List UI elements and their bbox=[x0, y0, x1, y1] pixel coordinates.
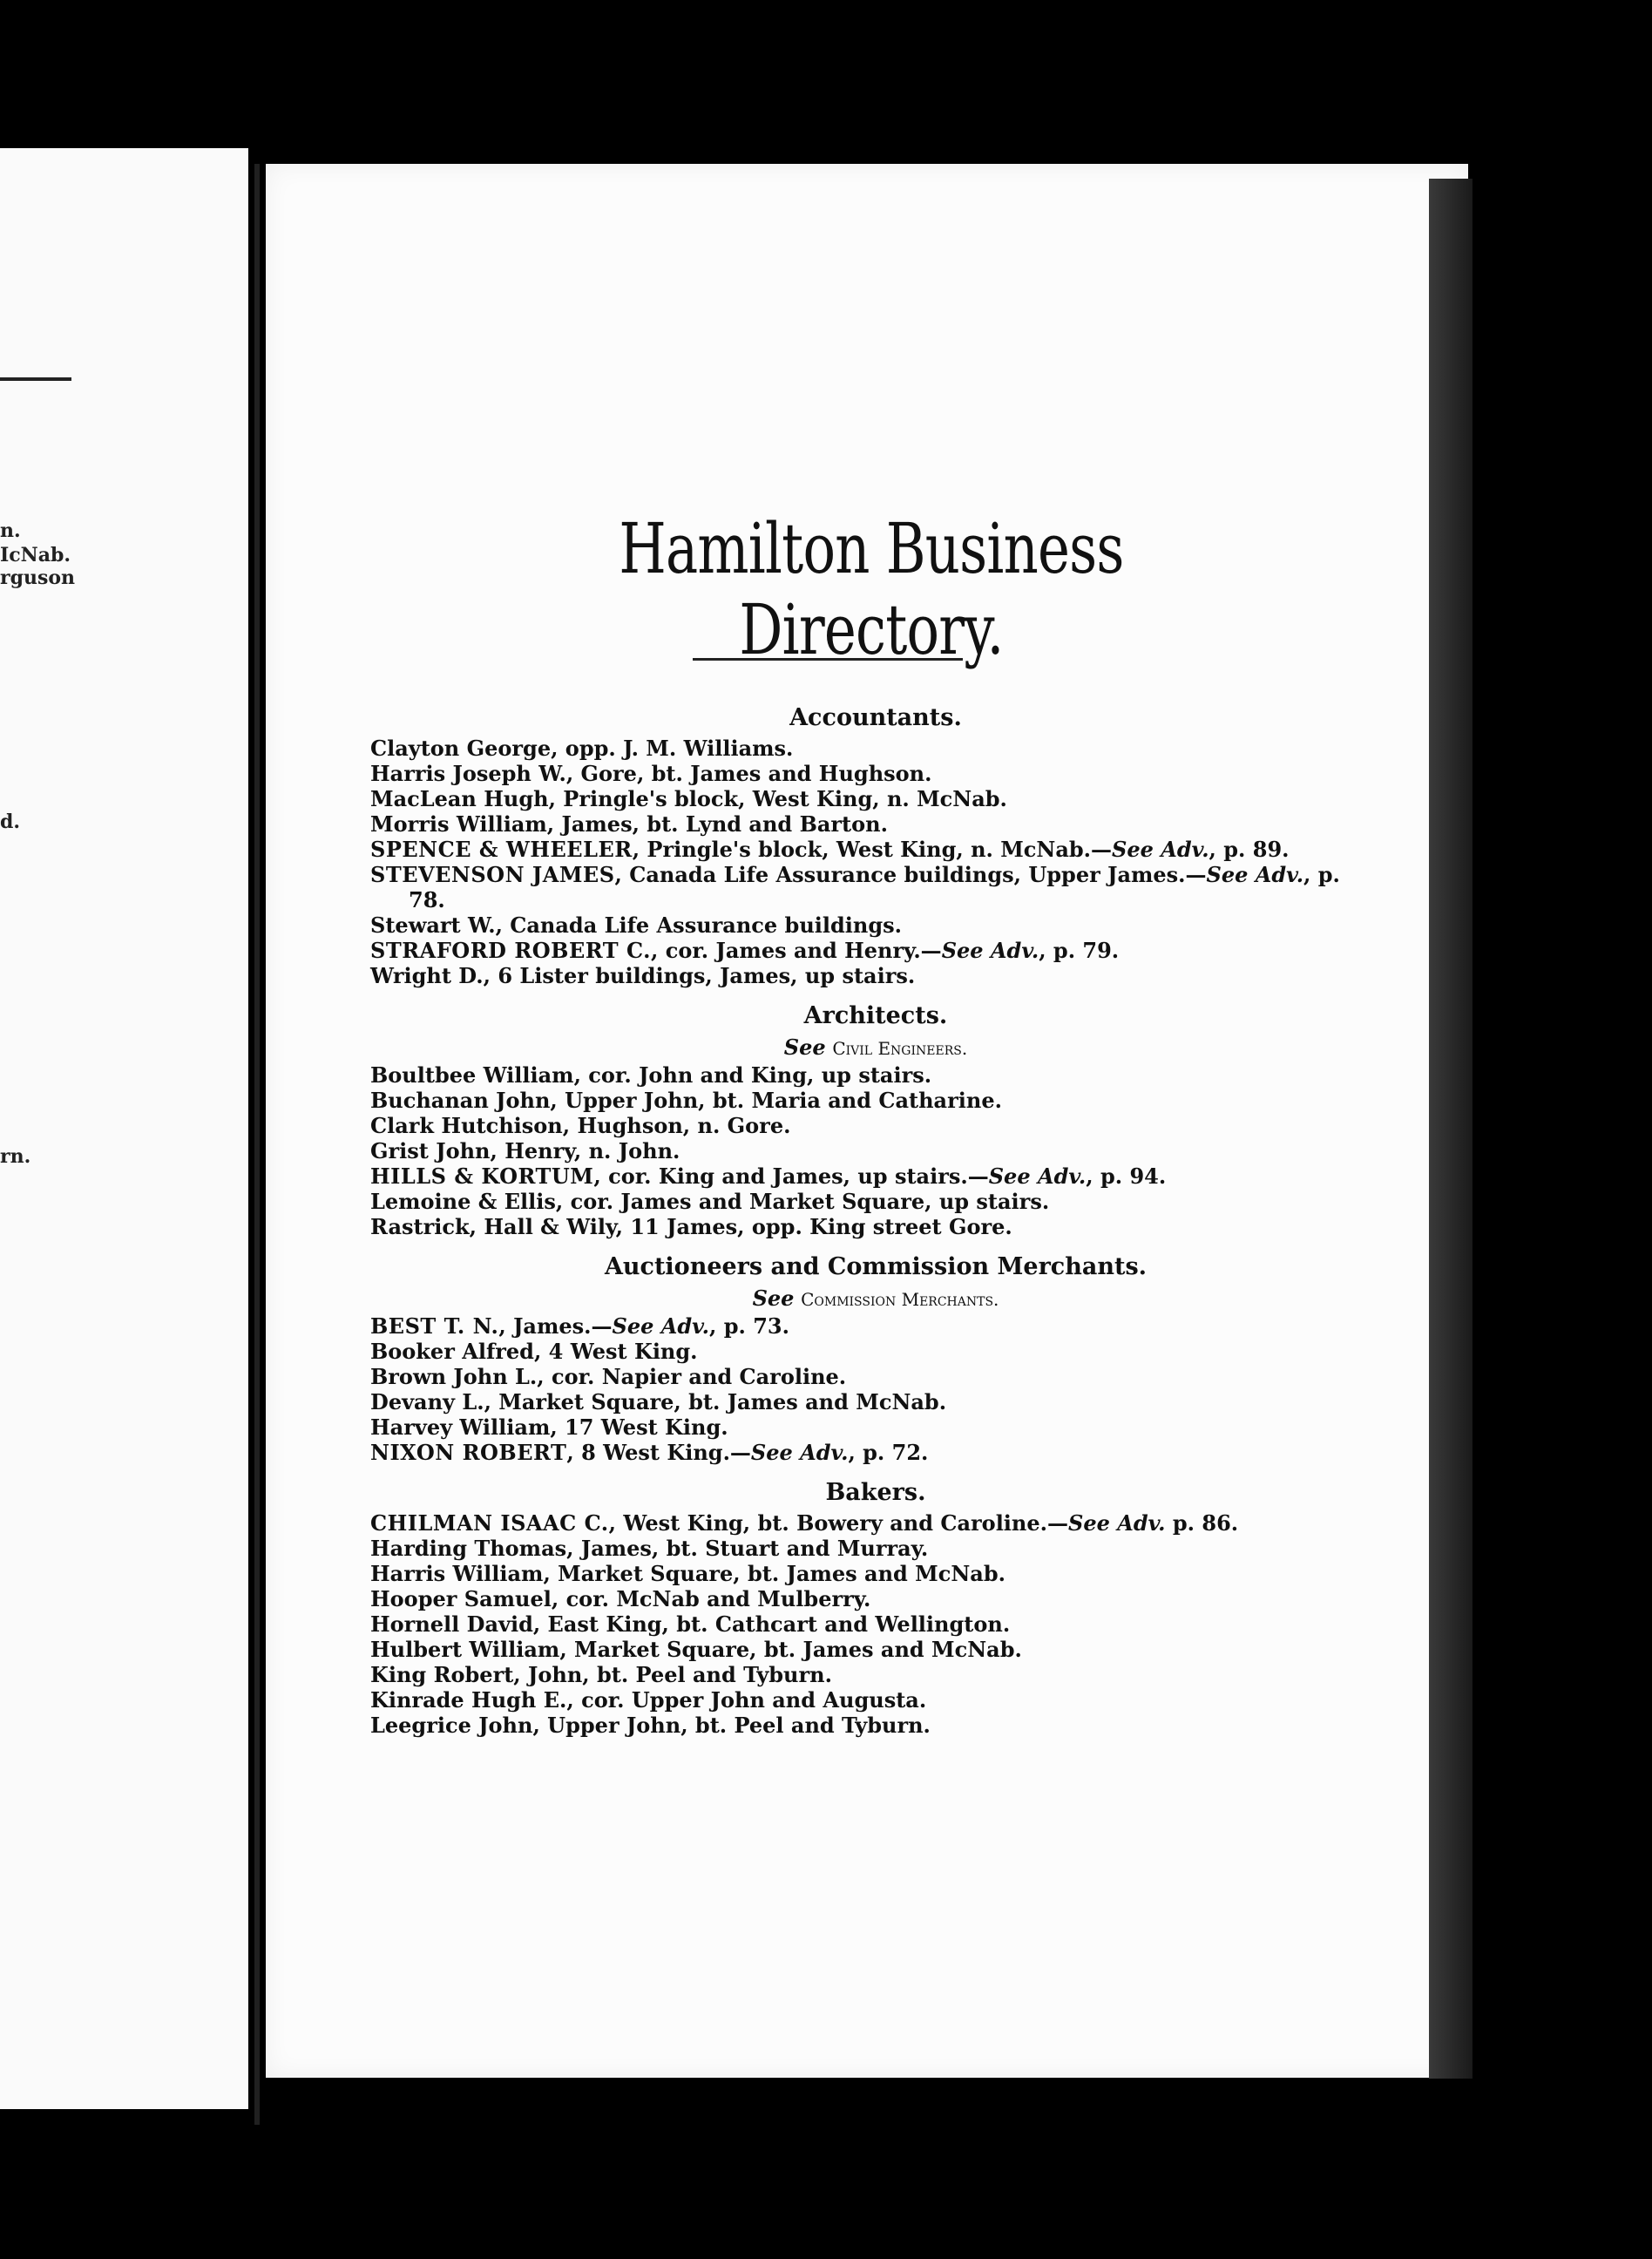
advertisement-ref: See Adv. bbox=[941, 938, 1039, 963]
left-page-rule bbox=[0, 377, 71, 381]
see-target: Civil Engineers. bbox=[832, 1038, 968, 1059]
section-heading: Bakers. bbox=[825, 1479, 926, 1506]
directory-entry bbox=[370, 1163, 1346, 1189]
directory-entry bbox=[370, 1414, 1346, 1440]
directory-entry bbox=[370, 912, 1346, 938]
directory-entry bbox=[370, 1536, 1346, 1561]
entry-name: Stewart W. bbox=[370, 912, 496, 938]
advertisement-page: , p. 72. bbox=[848, 1440, 929, 1465]
left-page-text: d. bbox=[0, 811, 21, 833]
directory-entry bbox=[370, 1113, 1346, 1138]
entry-address: , 11 James, opp. King street Gore. bbox=[615, 1214, 1012, 1239]
entry-name: HILLS & KORTUM bbox=[370, 1163, 594, 1189]
title-rule bbox=[693, 658, 963, 661]
directory-entry bbox=[370, 1440, 1346, 1465]
advertisement-ref: See Adv. bbox=[1206, 862, 1304, 887]
entry-address: , cor. Napier and Caroline. bbox=[537, 1364, 847, 1389]
entry-name: Harding Thomas bbox=[370, 1536, 567, 1561]
cross-reference bbox=[405, 1034, 1346, 1062]
page-title: Hamilton Business Directory. bbox=[619, 508, 1124, 670]
directory-entry bbox=[370, 1062, 1346, 1088]
entry-address: , East King, bt. Cathcart and Wellington. bbox=[532, 1611, 1011, 1637]
directory-entry bbox=[370, 1138, 1346, 1163]
entry-name: NIXON ROBERT bbox=[370, 1440, 567, 1465]
left-page-text: n. bbox=[0, 519, 21, 542]
entry-name: STEVENSON JAMES bbox=[370, 862, 615, 887]
see-label: See bbox=[783, 1035, 826, 1060]
directory-entry bbox=[370, 1088, 1346, 1113]
entry-address: , cor. Upper John and Augusta. bbox=[566, 1687, 927, 1713]
entry-address: , 17 West King. bbox=[550, 1414, 728, 1440]
entry-name: Kinrade Hugh E. bbox=[370, 1687, 567, 1713]
entry-address: , cor. John and King, up stairs. bbox=[573, 1062, 932, 1088]
directory-entry bbox=[370, 1662, 1346, 1687]
entry-address: , cor. King and James, up stairs.— bbox=[593, 1163, 989, 1189]
entry-address: , Upper John, bt. Maria and Catharine. bbox=[550, 1088, 1002, 1113]
left-page-fragment bbox=[0, 148, 248, 2109]
cross-reference bbox=[405, 1285, 1346, 1313]
directory-entry bbox=[370, 1364, 1346, 1389]
entry-name: Buchanan John bbox=[370, 1088, 551, 1113]
entry-address: , Canada Life Assurance buildings. bbox=[495, 912, 902, 938]
entry-name: Leegrice John bbox=[370, 1713, 533, 1738]
directory-entry bbox=[370, 837, 1346, 862]
advertisement-page: , p. 94. bbox=[1086, 1163, 1167, 1189]
entry-address: , West King, bt. Bowery and Caroline.— bbox=[608, 1510, 1068, 1536]
directory-entry bbox=[370, 761, 1346, 786]
entry-address: , Gore, bt. James and Hughson. bbox=[565, 761, 932, 786]
entry-name: Hornell David bbox=[370, 1611, 533, 1637]
section-accountants bbox=[370, 701, 1346, 988]
advertisement-ref: See Adv. bbox=[1068, 1510, 1166, 1536]
entry-name: Clayton George bbox=[370, 736, 552, 761]
entry-name: King Robert bbox=[370, 1662, 514, 1687]
entry-name: Wright D. bbox=[370, 963, 484, 988]
directory-entry bbox=[370, 1510, 1346, 1536]
directory-content bbox=[370, 701, 1346, 1748]
directory-entry bbox=[370, 938, 1346, 963]
section-architects bbox=[370, 999, 1346, 1239]
entry-address: , cor. James and Market Square, up stairs. bbox=[555, 1189, 1050, 1214]
section-bakers bbox=[370, 1475, 1346, 1738]
entry-address: , Canada Life Assurance buildings, Upper James.— bbox=[614, 862, 1207, 887]
entry-name: Hulbert William bbox=[370, 1637, 560, 1662]
directory-entry bbox=[370, 862, 1346, 912]
entry-address: , Upper John, bt. Peel and Tyburn. bbox=[532, 1713, 931, 1738]
directory-entry bbox=[370, 1687, 1346, 1713]
entry-address: , 4 West King. bbox=[533, 1339, 698, 1364]
entry-name: Grist John bbox=[370, 1138, 491, 1163]
left-page-text: IcNab. bbox=[0, 544, 71, 566]
directory-entry bbox=[370, 811, 1346, 837]
directory-entry bbox=[370, 1339, 1346, 1364]
entry-name: SPENCE & WHEELER bbox=[370, 837, 633, 862]
entry-address: , 6 Lister buildings, James, up stairs. bbox=[483, 963, 916, 988]
entry-name: Rastrick, Hall & Wily bbox=[370, 1214, 616, 1239]
entry-address: , Market Square, bt. James and McNab. bbox=[543, 1561, 1005, 1586]
advertisement-page: , p. 78. bbox=[409, 862, 1340, 912]
entry-name: BEST T. N. bbox=[370, 1313, 499, 1339]
entry-name: Morris William bbox=[370, 811, 547, 837]
entry-name: Clark Hutchison bbox=[370, 1113, 563, 1138]
entry-address: , cor. McNab and Mulberry. bbox=[551, 1586, 871, 1611]
advertisement-page: , p. 73. bbox=[709, 1313, 789, 1339]
directory-entry bbox=[370, 1389, 1346, 1414]
entry-address: , cor. James and Henry.— bbox=[651, 938, 942, 963]
section-heading: Auctioneers and Commission Merchants. bbox=[604, 1253, 1148, 1280]
advertisement-ref: See Adv. bbox=[988, 1163, 1087, 1189]
advertisement-page: , p. 79. bbox=[1039, 938, 1120, 963]
directory-entry bbox=[370, 736, 1346, 761]
section-heading: Architects. bbox=[803, 1002, 948, 1029]
directory-entry bbox=[370, 1586, 1346, 1611]
entry-address: , Hughson, n. Gore. bbox=[562, 1113, 791, 1138]
book-gutter bbox=[254, 164, 260, 2125]
directory-entry bbox=[370, 1214, 1346, 1239]
entry-address: , Henry, n. John. bbox=[490, 1138, 680, 1163]
entry-name: Harris Joseph W. bbox=[370, 761, 566, 786]
advertisement-ref: See Adv. bbox=[1112, 837, 1209, 862]
entry-address: , Market Square, bt. James and McNab. bbox=[559, 1637, 1022, 1662]
entry-address: , Pringle's block, West King, n. McNab. bbox=[548, 786, 1007, 811]
entry-name: Harvey William bbox=[370, 1414, 551, 1440]
entry-address: , James, bt. Stuart and Murray. bbox=[566, 1536, 929, 1561]
left-page-text: rn. bbox=[0, 1145, 31, 1168]
entry-address: , Pringle's block, West King, n. McNab.— bbox=[632, 837, 1113, 862]
entry-name: Lemoine & Ellis bbox=[370, 1189, 556, 1214]
entry-name: Brown John L. bbox=[370, 1364, 538, 1389]
section-heading: Accountants. bbox=[789, 704, 962, 731]
entry-address: , Market Square, bt. James and McNab. bbox=[484, 1389, 947, 1414]
section-auctioneers bbox=[370, 1250, 1346, 1465]
directory-entry bbox=[370, 1713, 1346, 1738]
entry-name: MacLean Hugh bbox=[370, 786, 549, 811]
entry-address: , James, bt. Lynd and Barton. bbox=[546, 811, 888, 837]
entry-address: , John, bt. Peel and Tyburn. bbox=[513, 1662, 832, 1687]
entry-address: , opp. J. M. Williams. bbox=[551, 736, 794, 761]
page-edge-shadow bbox=[1429, 179, 1473, 2079]
entry-name: Hooper Samuel bbox=[370, 1586, 552, 1611]
entry-name: CHILMAN ISAAC C. bbox=[370, 1510, 609, 1536]
directory-entry bbox=[370, 1611, 1346, 1637]
advertisement-page: , p. 89. bbox=[1209, 837, 1290, 862]
advertisement-ref: See Adv. bbox=[750, 1440, 849, 1465]
directory-entry bbox=[370, 786, 1346, 811]
directory-page bbox=[266, 164, 1468, 2078]
entry-address: , James.— bbox=[498, 1313, 613, 1339]
directory-entry bbox=[370, 1637, 1346, 1662]
directory-entry bbox=[370, 963, 1346, 988]
left-page-text: rguson bbox=[0, 566, 76, 589]
directory-entry bbox=[370, 1189, 1346, 1214]
entry-name: STRAFORD ROBERT C. bbox=[370, 938, 652, 963]
see-label: See bbox=[752, 1286, 795, 1311]
entry-name: Harris William bbox=[370, 1561, 544, 1586]
advertisement-ref: See Adv. bbox=[612, 1313, 710, 1339]
entry-name: Booker Alfred bbox=[370, 1339, 534, 1364]
directory-entry bbox=[370, 1313, 1346, 1339]
entry-name: Devany L. bbox=[370, 1389, 484, 1414]
directory-entry bbox=[370, 1561, 1346, 1586]
advertisement-page: p. 86. bbox=[1165, 1510, 1239, 1536]
entry-address: , 8 West King.— bbox=[566, 1440, 751, 1465]
entry-name: Boultbee William bbox=[370, 1062, 574, 1088]
see-target: Commission Merchants. bbox=[801, 1289, 999, 1310]
